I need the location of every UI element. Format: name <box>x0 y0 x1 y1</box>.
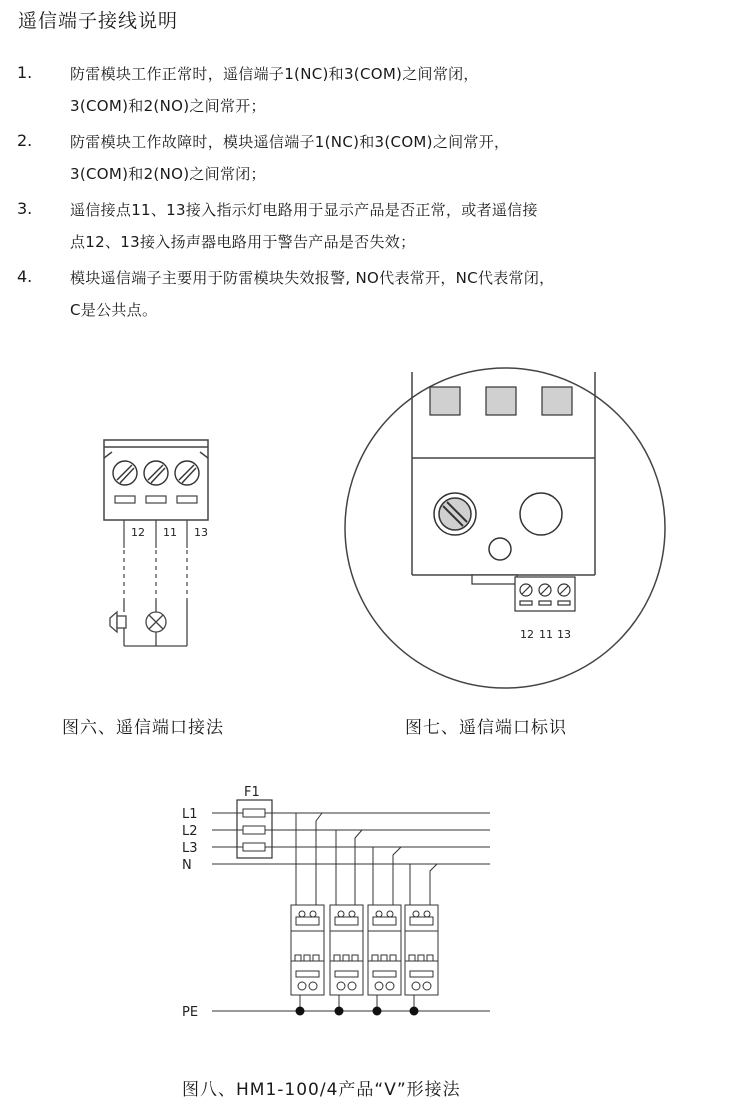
junction-dot <box>373 1007 382 1016</box>
page-title: 遥信端子接线说明 <box>18 10 179 32</box>
item-line: 点12、13接入扬声器电路用于警告产品是否失效； <box>70 233 416 251</box>
figure-6-caption: 图六、遥信端口接法 <box>62 718 224 738</box>
item-line: 遥信接点11、13接入指示灯电路用于显示产品是否正常，或者遥信接 <box>70 201 538 219</box>
line-label-l1: L1 <box>182 807 198 822</box>
terminal-label: 13 <box>557 628 571 641</box>
item-line: 防雷模块工作正常时，遥信端子1(NC)和3(COM)之间常闭， <box>70 65 479 83</box>
fuse-element <box>243 809 265 817</box>
junction-dot <box>296 1007 305 1016</box>
junction-dot <box>335 1007 344 1016</box>
figure-7-caption: 图七、遥信端口标识 <box>405 718 567 738</box>
terminal-label: 11 <box>163 526 177 539</box>
item-line: 模块遥信端子主要用于防雷模块失效报警, NO代表常开，NC代表常闭， <box>70 269 555 287</box>
line-label-l3: L3 <box>182 841 198 856</box>
item-number: 3. <box>17 199 33 218</box>
figure-8-caption: 图八、HM1-100/4产品“V”形接法 <box>182 1080 461 1100</box>
line-label-l2: L2 <box>182 824 198 839</box>
item-line: C是公共点。 <box>70 301 158 319</box>
item-line: 3(COM)和2(NO)之间常闭； <box>70 165 266 183</box>
item-number: 2. <box>17 131 33 150</box>
terminal-label: 12 <box>520 628 534 641</box>
pe-label: PE <box>182 1005 199 1020</box>
line-label-n: N <box>182 858 192 873</box>
item-number: 1. <box>17 63 33 82</box>
spd-module <box>330 905 363 995</box>
item-line: 防雷模块工作故障时，模块遥信端子1(NC)和3(COM)之间常开， <box>70 133 510 151</box>
terminal-label: 11 <box>539 628 553 641</box>
terminal-label: 13 <box>194 526 208 539</box>
item-number: 4. <box>17 267 33 286</box>
fuse-label: F1 <box>244 785 260 800</box>
junction-dot <box>410 1007 419 1016</box>
spd-module <box>291 905 324 995</box>
item-line: 3(COM)和2(NO)之间常开； <box>70 97 266 115</box>
spd-module <box>405 905 438 995</box>
fuse-element <box>243 843 265 851</box>
terminal-label: 12 <box>131 526 145 539</box>
fuse-element <box>243 826 265 834</box>
spd-module <box>368 905 401 995</box>
spd-modules <box>291 905 438 995</box>
